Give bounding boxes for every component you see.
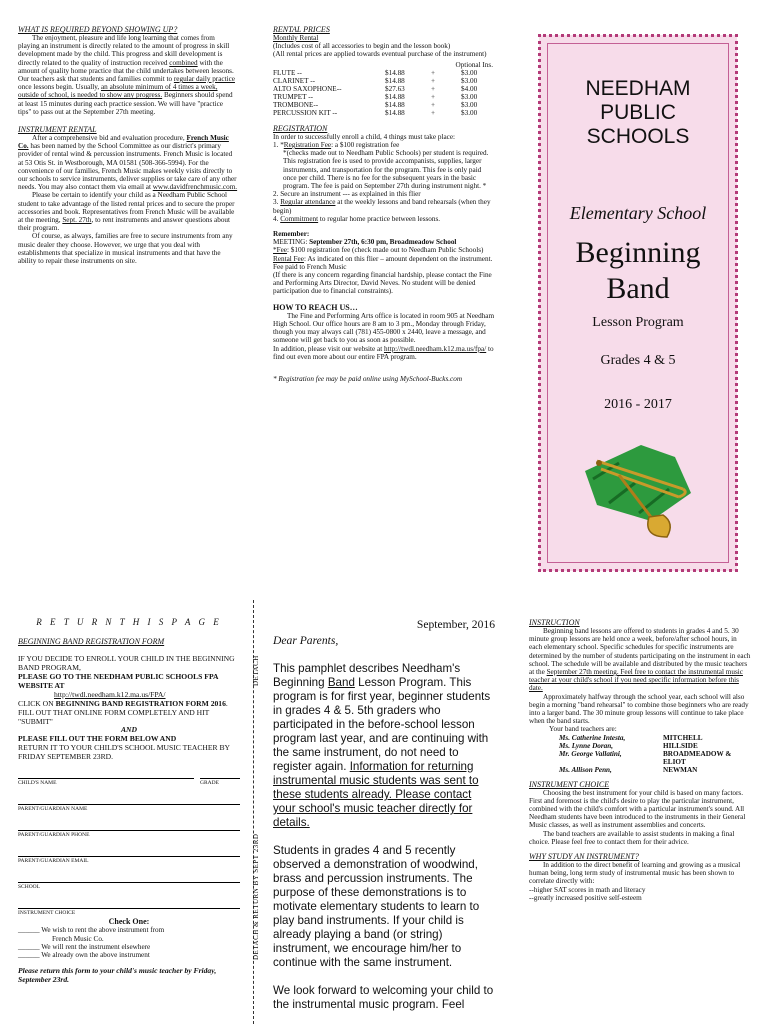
purchase-note: (All rental prices are applied towards eventual purchase of the instrument) [273,50,487,59]
price-row [273,69,493,77]
plus-sign: + [431,68,436,77]
teacher-row [559,734,747,742]
form-title: BEGINNING BAND REGISTRATION FORM [18,637,165,646]
paragraph-dealers: Of course, as always, families are free to secure instruments from any music dealer they choose. However, we urge that you deal with establishments that specialize in musical instruments and that have the ability to repair these instruments on site. [18,232,233,266]
heading-instrument-rental: INSTRUMENT RENTAL [18,125,97,135]
plus-sign: + [431,92,436,101]
parents-letter [273,618,495,1012]
hardship-note: (If there is any concern regarding financial hardship, please contact the Fine and Performing Arts Director, David Neves. No student will be denied participation due to financial constraints). [273,271,492,296]
child-grade-row [18,769,240,786]
option-rent-french-company: French Music Co. [52,934,104,943]
cover-elementary-school: Elementary School [569,203,707,223]
price-table [273,69,493,117]
rental-price: $14.88 [385,108,405,117]
plus-sign: + [431,108,436,117]
french-music-link[interactable]: www.davidfrenchmusic.com. [152,183,238,192]
parent-email-field[interactable]: PARENT/GUARDIAN EMAIL [18,847,240,864]
instruction-paragraph-2: Approximately halfway through the school year, each school will also begin a morning "band rehearsal" to combine those beginners who are ready into a larger band. The 30 minute group lessons will continue to take place when the band starts. [529,692,749,726]
price-row [273,77,493,85]
registration-step-1-detail: *(checks made out to Needham Public Schools) per student is required. This registration fee is used to provide accompanists, supplies, larger instruments, and transportation for the program. This fee is only paid once per child. There is no fee for the subsequent years in the basic program. The fee is paid on September 27th during instrument night. * [283,149,489,191]
detach-label-bottom: DETACH & RETURN BY SEPT 23RD [252,833,260,960]
heading-why-study: WHY STUDY AN INSTRUMENT? [529,852,639,862]
teacher-school: NEWMAN [663,765,698,774]
instruction-paragraph-1: Beginning band lessons are offered to students in grades 4 and 5. 30 minute group lessons are held once a week, before/after school hours, in each elementary school. Specific schedules for specific instruments are determined by the number of students participating on the instrument in each school. The schedule will be available and distributed by the music teachers at the September 27th meeting. Feel free to contact the instrumental music teacher at your child's school if you need specific information before this date. [529,627,751,693]
form-instruction-return: RETURN IT TO YOUR CHILD'S SCHOOL MUSIC TEACHER BY FRIDAY SEPTEMBER 23RD. [18,743,230,762]
paragraph-identify: Please be certain to identify your child as a Needham Public School student to take advantage of the listed rental prices and to secure the proper accessories and book. Representatives from French Music will be available at the meeting, Sept. 27th, to rent instruments and answer questions about their program. [18,191,235,233]
check-one-label: Check One: [108,917,150,927]
plus-sign: + [431,84,436,93]
teacher-school: HILLSIDE [663,741,698,750]
parent-phone-field[interactable]: PARENT/GUARDIAN PHONE [18,821,240,838]
paragraph-french-music: After a comprehensive bid and evaluation procedure, French Music Co. has been named by the School Committee as our district's primary provider of rental wind & percussion instruments. French Music is located at 53 Otis St. in Westborough, MA 01581 (508-366-5994). For the convenience of our families, French Music makes weekly visits directly to our schools to service instruments, deliver supplies or take care of any other needs. You may also contact them via email at www.davidfrenchmusic.com. [18,134,238,192]
form-and: AND [120,725,138,734]
form-footer-note: Please return this form to your child's music teacher by Friday, September 23rd. [18,966,217,985]
grade-field[interactable]: GRADE [200,769,240,786]
teacher-school: BROADMEADOW & ELIOT [663,749,732,766]
registration-step-4: 4. Commitment to regular home practice between lessons. [273,214,441,223]
plus-sign: + [431,76,436,85]
instrument-choice-field[interactable]: INSTRUMENT CHOICE [18,899,240,916]
registration-step-3: 3. Regular attendance at the weekly lessons and band rehearsals (when they begin) [273,198,491,215]
instrument-name: CLARINET -- [273,76,315,85]
form-instruction-2: PLEASE GO TO THE NEEDHAM PUBLIC SCHOOLS FPA WEBSITE AT [18,672,219,690]
insurance-price: $3.00 [461,108,478,117]
instrument-name: FLUTE -- [273,68,302,77]
remember-rental-fee: Rental Fee: As indicated on this flier – amount dependent on the instrument. Fee paid to French Music [273,254,493,271]
letter-date: September, 2016 [416,618,495,631]
return-this-page-heading: R E T U R N T H I S P A G E [36,617,222,627]
teacher-row [559,750,747,766]
optional-insurance-header: Optional Ins. [455,60,493,69]
price-row [273,101,493,109]
registration-intro: In order to successfully enroll a child, 4 things must take place: [273,132,456,141]
teacher-name: Ms. Allison Penn, [559,765,612,774]
heading-how-to-reach: HOW TO REACH US… [273,302,358,312]
heading-registration: REGISTRATION [273,123,328,133]
includes-note: (Includes cost of all accessories to begin and the lesson book) [273,42,451,51]
cover-school-year: 2016 - 2017 [604,397,672,412]
instrument-name: ALTO SAXOPHONE-- [273,84,342,93]
plus-sign: + [431,100,436,109]
cover-school-name: NEEDHAM PUBLIC SCHOOLS [585,77,691,148]
benefit-sat: --higher SAT scores in math and literacy [529,885,646,894]
cover-beginning-band: Beginning Band [575,236,701,305]
teachers-table [559,734,747,774]
teachers-heading: Your band teachers are: [549,725,617,734]
trombone-bell [648,515,670,537]
fpa-website-link[interactable]: http://twdl.needham.k12.ma.us/fpa/ [383,344,487,353]
choice-paragraph-1: Choosing the best instrument for your child is based on many factors. First and foremost is the child's desire to play the particular instrument, combined with the child's comfort with a particular instrument's sound. All Needham students have been introduced to the instruments in their General Music classes, as well as instrument assemblies and concerts. [529,788,746,830]
insurance-price: $4.00 [461,84,478,93]
instrument-name: TRUMPET -- [273,92,313,101]
monthly-rental-label: Monthly Rental [273,34,319,42]
heading-rental-prices: RENTAL PRICES [273,25,330,34]
child-name-field[interactable]: CHILD'S NAME [18,769,194,786]
registration-form-panel [18,617,240,984]
heading-requirements: WHAT IS REQUIRED BEYOND SHOWING UP? [18,25,178,34]
rental-price: $14.88 [385,100,405,109]
remember-fee: *Fee: $100 registration fee (check made out to Needham Public Schools) [273,246,484,255]
insurance-price: $3.00 [461,100,478,109]
teacher-row [559,766,747,774]
price-row [273,85,493,93]
teacher-school: MITCHELL [663,733,703,742]
letter-paragraph-3: We look forward to welcoming your child to the instrumental music program. Feel [273,984,494,1011]
price-row [273,109,493,117]
letter-paragraph-1: This pamphlet describes Needham's Beginning Band Lesson Program. This program is for first year, beginner students in grades 4 & 5. 5th graders who participated in the before-school lesson program last year, and are continuing with the same instrument, do not need to register again. Information for returning instrumental music students was sent to these students already. Please contact your school's music teacher directly for details. [273,662,491,829]
insurance-price: $3.00 [461,92,478,101]
form-instruction-click: CLICK ON BEGINNING BAND REGISTRATION FORM 2016. FILL OUT THAT ONLINE FORM COMPLETELY AND HIT "SUBMIT" [18,699,228,726]
teacher-name: Ms. Catherine Intesta, [559,733,626,742]
insurance-price: $3.00 [461,76,478,85]
paragraph-practice: The enjoyment, pleasure and life long learning that comes from playing an instrument is directly related to the amount of progress in skill development made by the child. This progress and skill development is directly related to the quality of instruction received combined with the amount of quality home practice that the child undertakes between lessons. Our teachers ask that students and families commit to regular daily practice once lessons begin. Usually, an absolute minimum of 4 times a week, outside of school, is needed to show any progress. Beginners should spend at least 15 minutes during each practice session. We will have "practice tips" to pass out at the September 27th meeting. [18,34,235,116]
letter-paragraph-2: Students in grades 4 and 5 recently observed a demonstration of woodwind, brass and percussion instruments. The purpose of these demonstrations is to motivate elementary students to learn to play band instruments. If your child is already playing a band (or string) instrument, we encourage him/her to continue with the same instrument. [273,844,480,969]
registration-step-2: 2. Secure an instrument --- as explained in this flier [273,190,421,199]
form-fpa-link[interactable]: http://twdl.needham.k12.ma.us/FPA/ [54,690,166,699]
teacher-name: Ms. Lynne Doran, [559,741,614,750]
trombone-illustration [579,423,699,543]
cover-grades: Grades 4 & 5 [600,353,676,368]
letter-greeting: Dear Parents, [273,634,339,647]
instrument-name: TROMBONE-- [273,100,319,109]
trombone-mouthpiece [596,460,602,466]
website-line: In addition, please visit our website at http://twdl.needham.k12.ma.us/fpa/ to find out even more about our entire FPA program. [273,344,494,361]
teacher-row [559,742,747,750]
benefit-self-esteem: --greatly increased positive self-esteem [529,893,642,902]
option-rent-french[interactable]: ______ We wish to rent the above instrument from [18,926,165,935]
option-rent-elsewhere[interactable]: ______ We will rent the instrument elsewhere [18,942,151,951]
column-prices-registration [273,25,495,383]
form-instruction-1: IF YOU DECIDE TO ENROLL YOUR CHILD IN THE BEGINNING BAND PROGRAM, [18,654,235,672]
choice-paragraph-2: The band teachers are available to assist students in making a final choice. Please feel free to contact them for their advice. [529,829,735,846]
remember-meeting: MEETING: September 27th, 6:30 pm, Broadmeadow School [273,238,457,247]
reach-paragraph: The Fine and Performing Arts office is located in room 905 at Needham High School. Our office hours are 8 am to 3 pm., Monday through Friday, though you may always call (781) 455-0800 x 2440, leave a message, and someone will get back to you as soon as possible. [273,311,495,345]
cover-lesson-program: Lesson Program [592,315,684,330]
column-requirements [18,25,238,265]
rental-price: $14.88 [385,68,405,77]
heading-instruction: INSTRUCTION [529,618,580,627]
school-field[interactable]: SCHOOL [18,873,240,890]
teacher-name: Mr. George Vallatini, [559,749,622,758]
price-row [273,93,493,101]
insurance-price: $3.00 [461,68,478,77]
rental-price: $14.88 [385,76,405,85]
heading-instrument-choice: INSTRUMENT CHOICE [529,779,610,789]
cover-panel [539,35,737,571]
column-instruction [529,618,751,902]
form-instruction-fill: PLEASE FILL OUT THE FORM BELOW AND [18,734,177,744]
rental-price: $14.88 [385,92,405,101]
myschoolbucks-note: * Registration fee may be paid online using MySchool-Bucks.com [273,375,463,384]
registration-step-1: 1. *Registration Fee: a $100 registration fee [273,141,400,150]
remember-heading: Remember: [273,230,310,239]
detach-label-top: DETACH [252,655,260,686]
option-own-instrument[interactable]: ______ We already own the above instrument [18,951,150,960]
parent-name-field[interactable]: PARENT/GUARDIAN NAME [18,795,240,812]
rental-price: $27.63 [385,84,405,93]
instrument-name: PERCUSSION KIT -- [273,108,338,117]
why-study-paragraph: In addition to the direct benefit of learning and growing as a musical human being, long term study of instrumental music has been shown to correlate directly with: [529,861,741,886]
